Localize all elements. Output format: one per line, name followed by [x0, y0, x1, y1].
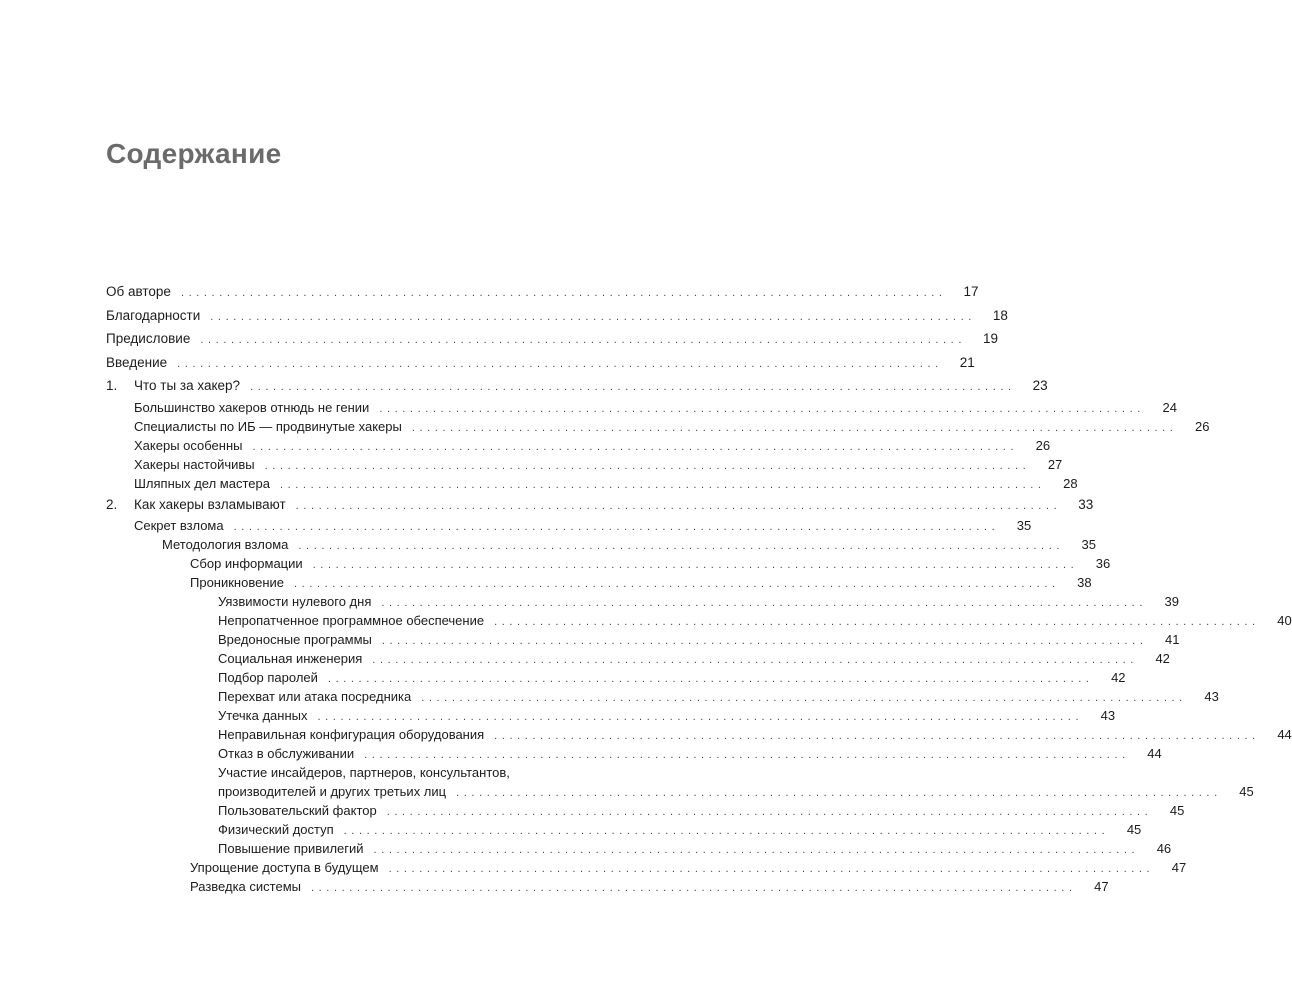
toc-page-number: 26	[1035, 437, 1051, 453]
toc-entry[interactable]	[106, 877, 1109, 896]
toc-page-number: 45	[1239, 784, 1254, 799]
page-title: Содержание	[106, 138, 282, 169]
toc-chapter-1[interactable]	[106, 374, 1048, 398]
toc-page-number: 19	[982, 331, 998, 346]
toc-page-number: 38	[1077, 575, 1092, 590]
toc-entry[interactable]	[106, 687, 1219, 706]
toc-entry[interactable]	[106, 820, 1142, 839]
dot-leader: ....................................................................................................	[250, 381, 1016, 393]
toc-page-number: 44	[1147, 746, 1162, 761]
toc-entry[interactable]	[106, 630, 1180, 649]
toc-entry[interactable]	[106, 436, 1051, 455]
toc-page-number: 46	[1156, 841, 1172, 856]
toc-entry[interactable]	[106, 839, 1172, 858]
toc-entry-label: Что ты за хакер?	[134, 378, 241, 393]
toc-entry[interactable]	[106, 611, 1292, 630]
dot-leader: ....................................................................................................	[364, 749, 1130, 761]
dot-leader: ....................................................................................................	[381, 635, 1148, 647]
toc-page-number: 23	[1032, 378, 1048, 393]
dot-leader: ....................................................................................................	[317, 711, 1084, 723]
toc-entry[interactable]	[106, 782, 1254, 801]
toc-entry[interactable]	[106, 535, 1097, 554]
toc-entry-label: Проникновение	[190, 575, 285, 590]
toc-entry-about-author[interactable]	[106, 280, 979, 304]
dot-leader: ....................................................................................................	[279, 478, 1046, 491]
toc-entry-label: Благодарности	[106, 307, 201, 323]
toc-entry-label: Разведка системы	[190, 879, 301, 894]
toc-entry-label: Секрет взлома	[134, 518, 224, 533]
toc-page-number: 43	[1204, 689, 1219, 704]
dot-leader: ....................................................................................................	[298, 540, 1065, 552]
toc-page-number: 45	[1169, 803, 1185, 818]
toc-entry-label: Как хакеры взламывают	[134, 496, 286, 512]
toc-chapter-2[interactable]	[106, 493, 1094, 517]
dot-leader: ....................................................................................................	[386, 806, 1153, 818]
toc-entry[interactable]	[106, 858, 1187, 877]
dot-leader: ....................................................................................................	[310, 882, 1077, 894]
dot-leader: ....................................................................................................	[294, 578, 1060, 590]
dot-leader: ....................................................................................................	[180, 287, 947, 299]
toc-page-number: 18	[992, 307, 1008, 323]
toc-entry-introduction[interactable]	[106, 351, 975, 375]
toc-entry-label: Большинство хакеров отнюдь не гении	[134, 399, 370, 415]
dot-leader: ....................................................................................................	[210, 310, 976, 323]
toc-entry[interactable]	[106, 668, 1126, 687]
toc-entry-label: Подбор паролей	[218, 670, 318, 685]
toc-entry-label: производителей и других третьих лиц	[218, 784, 447, 799]
dot-leader: ....................................................................................................	[411, 421, 1178, 434]
toc-entry[interactable]	[106, 398, 1177, 417]
toc-entry[interactable]	[106, 649, 1170, 668]
dot-leader: ....................................................................................................	[379, 402, 1145, 415]
toc-entry-label: Сбор информации	[190, 556, 303, 571]
toc-page-number: 45	[1126, 822, 1142, 837]
dot-leader: ....................................................................................................	[233, 521, 1000, 533]
toc-entry-acknowledgements[interactable]	[106, 304, 1008, 328]
toc-entry[interactable]	[106, 573, 1092, 592]
toc-entry[interactable]	[106, 474, 1078, 493]
toc-entry-label: Шляпных дел мастера	[134, 475, 270, 491]
toc-entry[interactable]	[106, 554, 1111, 573]
toc-page-number: 42	[1111, 670, 1126, 685]
dot-leader: ....................................................................................................	[343, 825, 1110, 837]
toc-page-number: 40	[1277, 613, 1292, 628]
dot-leader: ....................................................................................................	[456, 787, 1222, 799]
toc-entry-label: Пользовательский фактор	[218, 803, 377, 818]
dot-leader: ....................................................................................................	[373, 844, 1140, 856]
dot-leader: ....................................................................................................	[421, 692, 1187, 704]
toc-entry-label: Специалисты по ИБ — продвинутые хакеры	[134, 418, 402, 434]
toc-entry-label: Утечка данных	[218, 708, 308, 723]
dot-leader: ....................................................................................................	[200, 334, 966, 346]
dot-leader: ....................................................................................................	[252, 440, 1019, 453]
toc-page-number: 28	[1063, 475, 1078, 491]
toc-entry-line-1[interactable]	[106, 763, 669, 782]
chapter-number: 1.	[106, 378, 118, 393]
toc-entry-label: Непропатченное программное обеспечение	[218, 613, 485, 628]
toc-entry[interactable]	[106, 706, 1116, 725]
toc-entry-label: Повышение привилегий	[218, 841, 364, 856]
dot-leader: ....................................................................................................	[372, 654, 1138, 666]
toc-entry[interactable]	[106, 417, 1210, 436]
toc-page-number: 17	[963, 284, 979, 299]
toc-entry-label: Перехват или атака посредника	[218, 689, 412, 704]
toc-entry[interactable]	[106, 744, 1162, 763]
toc-page-number: 27	[1047, 456, 1063, 472]
dot-leader: ....................................................................................................	[327, 673, 1094, 685]
toc-entry[interactable]	[106, 455, 1063, 474]
dot-leader: ....................................................................................................	[177, 357, 943, 370]
toc-entry-label: Вредоносные программы	[218, 632, 372, 647]
dot-leader: ....................................................................................................	[388, 863, 1155, 875]
toc-entry-label: Введение	[106, 354, 168, 370]
toc-page-number: 47	[1094, 879, 1109, 894]
dot-leader: ....................................................................................................	[494, 616, 1260, 628]
toc-entry[interactable]	[106, 801, 1185, 820]
toc-page-number: 35	[1016, 518, 1032, 533]
toc-page-number: 33	[1078, 496, 1094, 512]
toc-entry-label: Методология взлома	[162, 537, 289, 552]
toc-entry-label: Хакеры особенны	[134, 437, 243, 453]
toc-entry-label: Хакеры настойчивы	[134, 456, 255, 472]
toc-page-number: 44	[1277, 727, 1292, 742]
toc-entry-label: Отказ в обслуживании	[218, 746, 355, 761]
toc-page-number: 35	[1081, 537, 1097, 552]
toc-entry-label: Участие инсайдеров, партнеров, консультантов,	[218, 765, 510, 780]
dot-leader: ....................................................................................................	[312, 559, 1079, 571]
table-of-contents	[106, 280, 1292, 896]
dot-leader: ....................................................................................................	[264, 459, 1031, 472]
toc-entry-label: Уязвимости нулевого дня	[218, 594, 372, 609]
toc-entry-label: Упрощение доступа в будущем	[190, 860, 379, 875]
dot-leader: ....................................................................................................	[494, 730, 1260, 742]
toc-entry-label: Неправильная конфигурация оборудования	[218, 727, 485, 742]
chapter-number: 2.	[106, 496, 118, 512]
toc-page-number: 42	[1155, 651, 1170, 666]
toc-page-number: 41	[1165, 632, 1180, 647]
toc-page-number: 39	[1164, 594, 1179, 609]
toc-page-number: 43	[1100, 708, 1116, 723]
toc-page-number: 21	[959, 354, 975, 370]
toc-page-number: 24	[1162, 399, 1177, 415]
toc-entry-label: Физический доступ	[218, 822, 334, 837]
toc-entry-foreword[interactable]	[106, 327, 998, 351]
toc-entry-label: Предисловие	[106, 331, 191, 346]
toc-entry-label: Социальная инженерия	[218, 651, 363, 666]
toc-entry[interactable]	[106, 516, 1032, 535]
toc-page-number: 36	[1095, 556, 1111, 571]
dot-leader: ....................................................................................................	[295, 499, 1062, 512]
toc-entry-label: Об авторе	[106, 284, 171, 299]
dot-leader: ....................................................................................................	[381, 597, 1147, 609]
toc-entry[interactable]	[106, 592, 1179, 611]
toc-entry[interactable]	[106, 725, 1292, 744]
toc-page-number: 26	[1195, 418, 1210, 434]
toc-page-number: 47	[1171, 860, 1187, 875]
